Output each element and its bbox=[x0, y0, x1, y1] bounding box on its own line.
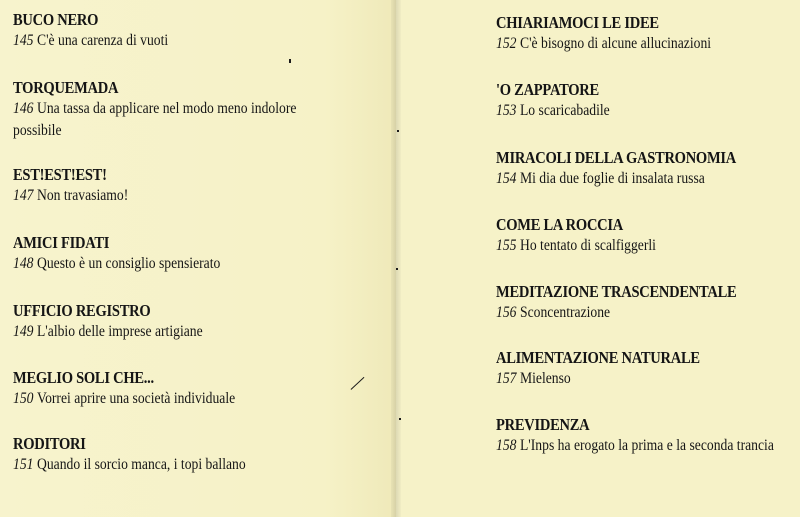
entry-description bbox=[496, 33, 779, 55]
entry-text: Questo è un consiglio spensierato bbox=[36, 255, 221, 272]
entry-number: 158 bbox=[496, 437, 517, 454]
entry-title: AMICI FIDATI bbox=[13, 233, 110, 252]
entry-description bbox=[496, 302, 779, 324]
entry-text: C'è una carenza di vuoti bbox=[36, 32, 169, 49]
entry-description bbox=[496, 368, 779, 390]
entry-number: 154 bbox=[496, 170, 517, 187]
entry-description bbox=[496, 235, 779, 257]
entry-text: Ho tentato di scalfiggerli bbox=[519, 237, 656, 254]
entry-153 bbox=[496, 80, 800, 122]
entry-title: ALIMENTAZIONE NATURALE bbox=[496, 348, 700, 367]
entry-text: Vorrei aprire una società individuale bbox=[36, 390, 236, 407]
entry-text: C'è bisogno di alcune allucinazioni bbox=[519, 35, 712, 52]
entry-title: UFFICIO REGISTRO bbox=[13, 301, 151, 320]
entry-text: Mielenso bbox=[519, 370, 571, 387]
entry-text: L'albio delle imprese artigiane bbox=[36, 323, 203, 340]
entry-title: MEGLIO SOLI CHE... bbox=[13, 368, 154, 387]
entry-text: Lo scaricabadile bbox=[519, 102, 610, 119]
entry-title: COME LA ROCCIA bbox=[496, 215, 623, 234]
entry-number: 147 bbox=[13, 187, 34, 204]
entry-text: Quando il sorcio manca, i topi ballano bbox=[36, 456, 246, 473]
entry-158 bbox=[496, 415, 800, 457]
entry-text: Non travasiamo! bbox=[36, 187, 129, 204]
entry-number: 146 bbox=[13, 100, 34, 117]
entry-title: 'O ZAPPATORE bbox=[496, 80, 599, 99]
entry-title: CHIARIAMOCI LE IDEE bbox=[496, 13, 659, 32]
entry-number: 148 bbox=[13, 255, 34, 272]
entry-155 bbox=[496, 215, 800, 257]
entry-152 bbox=[496, 13, 800, 55]
entry-title: PREVIDENZA bbox=[496, 415, 590, 434]
entry-number: 156 bbox=[496, 304, 517, 321]
entry-154 bbox=[496, 148, 800, 190]
entry-description bbox=[496, 168, 779, 190]
binding-mark bbox=[396, 268, 398, 270]
entry-text: Una tassa da applicare nel modo meno indolore possibile bbox=[13, 100, 297, 139]
entry-text: L'Inps ha erogato la prima e la seconda trancia bbox=[519, 437, 774, 454]
entry-title: RODITORI bbox=[13, 434, 86, 453]
entry-156 bbox=[496, 282, 800, 324]
binding-mark bbox=[397, 130, 399, 132]
entry-title: MEDITAZIONE TRASCENDENTALE bbox=[496, 282, 737, 301]
entry-title: MIRACOLI DELLA GASTRONOMIA bbox=[496, 148, 737, 167]
entry-title: TORQUEMADA bbox=[13, 78, 119, 97]
entry-157 bbox=[496, 348, 800, 390]
entry-number: 145 bbox=[13, 32, 34, 49]
entry-number: 155 bbox=[496, 237, 517, 254]
entry-description bbox=[496, 435, 779, 457]
entry-number: 150 bbox=[13, 390, 34, 407]
binding-mark bbox=[399, 418, 401, 420]
entry-description bbox=[496, 100, 779, 122]
entry-number: 151 bbox=[13, 456, 34, 473]
entry-title: EST!EST!EST! bbox=[13, 165, 107, 184]
entry-number: 153 bbox=[496, 102, 517, 119]
entry-number: 152 bbox=[496, 35, 517, 52]
entry-number: 149 bbox=[13, 323, 34, 340]
entry-title: BUCO NERO bbox=[13, 10, 99, 29]
entry-text: Mi dia due foglie di insalata russa bbox=[519, 170, 705, 187]
entry-number: 157 bbox=[496, 370, 517, 387]
entry-text: Sconcentrazione bbox=[519, 304, 611, 321]
